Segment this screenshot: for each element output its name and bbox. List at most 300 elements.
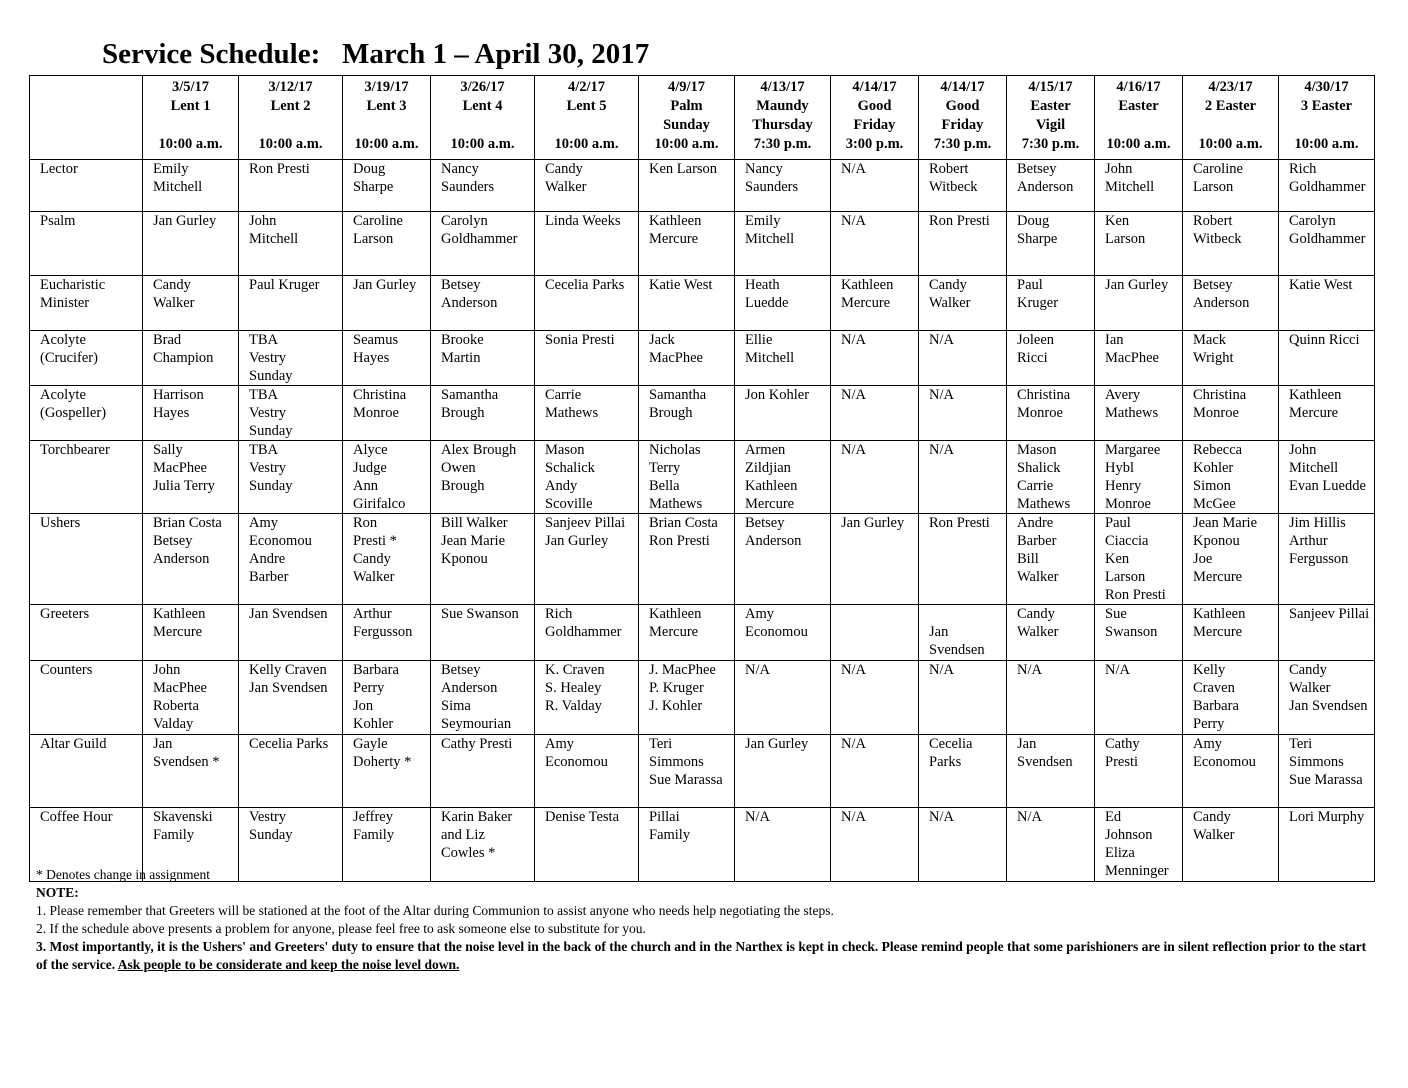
cell-line: Monroe	[1105, 496, 1151, 512]
cell-line: Margaree	[1105, 442, 1161, 458]
cell-line: Mathews	[1105, 405, 1159, 421]
cell-line: J. Kohler	[649, 698, 703, 714]
column-date: 4/16/17	[1116, 79, 1161, 95]
schedule-cell	[239, 212, 343, 276]
table-row	[30, 605, 1375, 661]
schedule-cell	[239, 605, 343, 661]
cell-line: Family	[353, 827, 395, 843]
note-3	[36, 938, 1376, 974]
cell-line: Nicholas	[649, 442, 701, 458]
schedule-cell	[1279, 276, 1375, 331]
cell-line: Seamus	[353, 332, 399, 348]
cell-line: Economou	[249, 533, 312, 549]
cell-line: Skavenski	[153, 809, 213, 825]
cell-line: Sue Swanson	[441, 606, 519, 622]
cell-line: N/A	[929, 332, 954, 348]
cell-line: Ann	[353, 478, 378, 494]
cell-line: Perry	[1193, 716, 1225, 732]
schedule-cell	[535, 441, 639, 514]
cell-line: Candy	[1193, 809, 1231, 825]
cell-line: Jan Gurley	[745, 736, 809, 752]
cell-line: Paul Kruger	[249, 277, 320, 293]
cell-line: Sue	[1105, 606, 1127, 622]
cell-line: Jim Hillis	[1289, 515, 1346, 531]
cell-line: Carrie	[545, 387, 582, 403]
cell-line: Terry	[649, 460, 681, 476]
schedule-cell	[431, 605, 535, 661]
table-row	[30, 331, 1375, 386]
cell-line: Samantha	[649, 387, 707, 403]
cell-line: Vestry	[249, 350, 287, 366]
table-row	[30, 276, 1375, 331]
schedule-cell	[143, 661, 239, 735]
column-date: 4/30/17	[1304, 79, 1349, 95]
cell-line: Kponou	[1193, 533, 1240, 549]
cell-line: Carrie	[1017, 478, 1054, 494]
cell-line: Sharpe	[353, 179, 394, 195]
cell-line: Jon Kohler	[745, 387, 810, 403]
cell-line: Vestry	[249, 460, 287, 476]
schedule-cell	[639, 661, 735, 735]
schedule-cell	[1279, 661, 1375, 735]
cell-line: N/A	[1105, 662, 1130, 678]
column-service: 2 Easter	[1204, 98, 1257, 114]
cell-line: Brian Costa	[153, 515, 222, 531]
row-label	[30, 514, 143, 605]
cell-line: Mercure	[1193, 569, 1243, 585]
row-label-line: Eucharistic	[40, 277, 106, 293]
cell-line: J. MacPhee	[649, 662, 716, 678]
row-label-line: Psalm	[40, 213, 76, 229]
column-service-line2: Vigil	[1035, 117, 1066, 133]
schedule-cell	[1183, 514, 1279, 605]
cell-line: Simmons	[649, 754, 704, 770]
schedule-cell	[639, 212, 735, 276]
cell-line: Svendsen *	[153, 754, 220, 770]
schedule-cell	[1183, 735, 1279, 808]
schedule-cell	[1183, 331, 1279, 386]
schedule-cell	[735, 276, 831, 331]
schedule-cell	[343, 441, 431, 514]
cell-line: K. Craven	[545, 662, 605, 678]
cell-line: Jan	[929, 624, 949, 640]
column-time: 3:00 p.m.	[845, 136, 904, 152]
column-date: 3/26/17	[460, 79, 505, 95]
cell-line: Julia Terry	[153, 478, 215, 494]
cell-line: Ciaccia	[1105, 533, 1149, 549]
cell-line: Barber	[1017, 533, 1057, 549]
cell-line: Parks	[929, 754, 962, 770]
cell-line: Mercure	[1193, 624, 1243, 640]
note-2: 2. If the schedule above presents a problem for anyone, please feel free to ask someone else to substitute for you.	[36, 921, 646, 936]
cell-line: Mason	[545, 442, 585, 458]
column-service: Lent 4	[462, 98, 503, 114]
schedule-cell	[1183, 212, 1279, 276]
cell-line: P. Kruger	[649, 680, 704, 696]
notes-section	[36, 866, 1376, 974]
schedule-cell	[143, 276, 239, 331]
cell-line: Vestry	[249, 405, 287, 421]
schedule-cell	[831, 331, 919, 386]
schedule-cell	[143, 514, 239, 605]
cell-line: Mercure	[649, 231, 699, 247]
cell-line: Ken	[1105, 551, 1130, 567]
row-label-line: Torchbearer	[40, 442, 110, 458]
column-header	[1095, 76, 1183, 160]
column-service-line2	[433, 116, 532, 135]
row-label	[30, 331, 143, 386]
cell-line: Jean Marie	[1193, 515, 1258, 531]
cell-line: MacPhee	[153, 460, 207, 476]
schedule-cell	[1095, 160, 1183, 212]
cell-line: Larson	[353, 231, 394, 247]
cell-line: Sima	[441, 698, 471, 714]
schedule-cell	[1183, 160, 1279, 212]
row-label	[30, 735, 143, 808]
cell-line: Mack	[1193, 332, 1227, 348]
cell-line: Schalick	[545, 460, 595, 476]
schedule-cell	[1007, 514, 1095, 605]
note-3-text: 3. Most importantly, it is the Ushers' and Greeters' duty to ensure that the noise level in the back of the church and in the Narthex is kept in check. Please remind people that some parishioners are in silent reflection prior to the start of the service.	[36, 939, 1367, 972]
table-row	[30, 514, 1375, 605]
cell-line: Emily	[153, 161, 189, 177]
cell-line: N/A	[841, 387, 866, 403]
cell-line: Emily	[745, 213, 781, 229]
cell-line: Jan Gurley	[545, 533, 609, 549]
cell-line: Anderson	[441, 295, 498, 311]
schedule-cell	[239, 276, 343, 331]
cell-line: Betsey	[1193, 277, 1233, 293]
cell-line: Carolyn	[441, 213, 488, 229]
table-row	[30, 212, 1375, 276]
cell-line: Mathews	[1017, 496, 1071, 512]
row-label	[30, 441, 143, 514]
cell-line: Betsey	[441, 662, 481, 678]
schedule-cell	[1095, 276, 1183, 331]
cell-line: Jean Marie	[441, 533, 506, 549]
row-label-line: Minister	[40, 295, 90, 311]
schedule-cell	[919, 605, 1007, 661]
cell-line: Nancy	[441, 161, 479, 177]
schedule-cell	[831, 160, 919, 212]
row-label	[30, 212, 143, 276]
cell-line: Cowles *	[441, 845, 496, 861]
row-label	[30, 276, 143, 331]
schedule-cell	[831, 276, 919, 331]
schedule-cell	[143, 735, 239, 808]
schedule-cell	[431, 276, 535, 331]
schedule-cell	[343, 605, 431, 661]
cell-line: Alyce	[353, 442, 388, 458]
cell-line: Kathleen	[841, 277, 894, 293]
column-date: 4/13/17	[760, 79, 805, 95]
cell-line: Hybl	[1105, 460, 1134, 476]
schedule-cell	[1095, 386, 1183, 441]
cell-line: Kponou	[441, 551, 488, 567]
column-header	[919, 76, 1007, 160]
cell-line: Alex Brough	[441, 442, 517, 458]
schedule-cell	[1095, 441, 1183, 514]
column-service: 3 Easter	[1300, 98, 1353, 114]
schedule-cell	[343, 276, 431, 331]
cell-line: N/A	[841, 736, 866, 752]
cell-line: Hayes	[353, 350, 390, 366]
cell-line: Amy	[745, 606, 774, 622]
schedule-cell	[431, 331, 535, 386]
cell-line: Quinn Ricci	[1289, 332, 1360, 348]
schedule-cell	[143, 331, 239, 386]
cell-line: Amy	[1193, 736, 1222, 752]
row-label-line: Coffee Hour	[40, 809, 113, 825]
cell-line: Walker	[353, 569, 395, 585]
cell-line: Craven	[1193, 680, 1235, 696]
header-row	[30, 76, 1375, 160]
schedule-cell	[735, 160, 831, 212]
cell-line: Doherty *	[353, 754, 412, 770]
column-service-line2: Sunday	[663, 117, 710, 133]
cell-line: Jan Gurley	[153, 213, 217, 229]
cell-line: Champion	[153, 350, 214, 366]
cell-line: Monroe	[353, 405, 399, 421]
schedule-cell	[431, 160, 535, 212]
cell-line: TBA	[249, 387, 278, 403]
cell-line: Teri	[649, 736, 673, 752]
cell-line: Ricci	[1017, 350, 1048, 366]
schedule-cell	[1183, 386, 1279, 441]
cell-line: N/A	[929, 442, 954, 458]
cell-line: Sue Marassa	[649, 772, 723, 788]
schedule-cell	[735, 605, 831, 661]
column-time: 10:00 a.m.	[354, 136, 419, 152]
cell-line: Hayes	[153, 405, 190, 421]
schedule-cell	[535, 735, 639, 808]
cell-line: N/A	[929, 809, 954, 825]
schedule-cell	[1007, 160, 1095, 212]
cell-line: Joleen	[1017, 332, 1055, 348]
cell-line: Sally	[153, 442, 183, 458]
row-label-line: Ushers	[40, 515, 81, 531]
schedule-cell	[535, 514, 639, 605]
cell-line: Bill Walker	[441, 515, 508, 531]
cell-line: Walker	[929, 295, 971, 311]
schedule-cell	[143, 212, 239, 276]
cell-line: Rich	[545, 606, 573, 622]
column-header	[639, 76, 735, 160]
cell-line: Jan Svendsen	[1289, 698, 1368, 714]
cell-line: Rebecca	[1193, 442, 1243, 458]
schedule-cell	[1095, 212, 1183, 276]
cell-line: Girifalco	[353, 496, 406, 512]
column-service: Good	[945, 98, 980, 114]
column-service-line2	[345, 116, 428, 135]
cell-line: Mitchell	[249, 231, 299, 247]
schedule-cell	[535, 661, 639, 735]
cell-line: Caroline	[353, 213, 403, 229]
cell-line: Fergusson	[353, 624, 413, 640]
cell-line: Svendsen	[929, 642, 985, 658]
cell-line: Goldhammer	[1289, 231, 1366, 247]
cell-line: Roberta	[153, 698, 199, 714]
cell-line: Ian	[1105, 332, 1124, 348]
cell-line: MacPhee	[1105, 350, 1159, 366]
cell-line: Ken Larson	[649, 161, 718, 177]
table-row	[30, 735, 1375, 808]
cell-line: Shalick	[1017, 460, 1061, 476]
column-header	[431, 76, 535, 160]
cell-line: John	[1105, 161, 1133, 177]
column-date: 3/5/17	[171, 79, 210, 95]
cell-line: Karin Baker	[441, 809, 513, 825]
column-service: Maundy	[756, 98, 809, 114]
schedule-cell	[143, 386, 239, 441]
cell-line: Sue Marassa	[1289, 772, 1363, 788]
column-date: 4/23/17	[1208, 79, 1253, 95]
cell-line: Walker	[1017, 624, 1059, 640]
cell-line: Martin	[441, 350, 481, 366]
page-title: Service Schedule: March 1 – April 30, 2017	[102, 38, 650, 70]
cell-line: Ron Presti	[929, 515, 990, 531]
cell-line: Jan Svendsen	[249, 606, 328, 622]
cell-line: Mason	[1017, 442, 1057, 458]
schedule-cell	[1279, 441, 1375, 514]
schedule-cell	[831, 514, 919, 605]
schedule-cell	[735, 331, 831, 386]
cell-line: Bella	[649, 478, 680, 494]
cell-line: Fergusson	[1289, 551, 1349, 567]
cell-line: Ron Presti	[929, 213, 990, 229]
cell-line: Jan	[153, 736, 173, 752]
row-label-line: Greeters	[40, 606, 90, 622]
schedule-cell	[535, 386, 639, 441]
cell-line: Andre	[1017, 515, 1054, 531]
schedule-cell	[1279, 331, 1375, 386]
cell-line: N/A	[841, 332, 866, 348]
schedule-cell	[239, 441, 343, 514]
cell-line: Ellie	[745, 332, 773, 348]
cell-line: Kohler	[353, 716, 394, 732]
schedule-cell	[535, 605, 639, 661]
cell-line: Amy	[545, 736, 574, 752]
table-row	[30, 160, 1375, 212]
cell-line: Anderson	[1193, 295, 1250, 311]
cell-line: Sunday	[249, 423, 293, 439]
schedule-cell	[831, 441, 919, 514]
cell-line: Brad	[153, 332, 182, 348]
cell-line: N/A	[841, 809, 866, 825]
column-header	[1183, 76, 1279, 160]
schedule-cell	[239, 331, 343, 386]
schedule-cell	[343, 514, 431, 605]
cell-line: Kruger	[1017, 295, 1059, 311]
row-label-line: Counters	[40, 662, 93, 678]
cell-line: Monroe	[1017, 405, 1063, 421]
column-date: 4/2/17	[567, 79, 606, 95]
schedule-cell	[1007, 276, 1095, 331]
cell-line: Ron Presti	[249, 161, 310, 177]
schedule-cell	[919, 386, 1007, 441]
column-date: 3/19/17	[364, 79, 409, 95]
schedule-cell	[919, 661, 1007, 735]
cell-line: John	[153, 662, 181, 678]
cell-line: Gayle	[353, 736, 388, 752]
schedule-cell	[343, 735, 431, 808]
column-service-line2	[1097, 116, 1180, 135]
schedule-cell	[831, 735, 919, 808]
schedule-cell	[919, 441, 1007, 514]
cell-line: Andre	[249, 551, 286, 567]
schedule-cell	[431, 386, 535, 441]
cell-line: N/A	[1017, 809, 1042, 825]
column-time: 10:00 a.m.	[158, 136, 223, 152]
cell-line: Doug	[1017, 213, 1050, 229]
cell-line: Candy	[1017, 606, 1055, 622]
cell-line: Mathews	[545, 405, 599, 421]
cell-line: Heath	[745, 277, 780, 293]
cell-line: Jan	[1017, 736, 1037, 752]
cell-line: Betsey	[153, 533, 193, 549]
row-label-line: Acolyte	[40, 332, 86, 348]
column-service: Easter	[1030, 98, 1071, 114]
column-service: Lent 2	[270, 98, 311, 114]
cell-line: Sunday	[249, 478, 293, 494]
schedule-cell	[1007, 735, 1095, 808]
cell-line: Zildjian	[745, 460, 791, 476]
schedule-cell	[343, 661, 431, 735]
schedule-cell	[239, 160, 343, 212]
column-service: Lent 5	[566, 98, 607, 114]
cell-line: Brough	[441, 405, 485, 421]
schedule-cell	[735, 441, 831, 514]
cell-line: and Liz	[441, 827, 485, 843]
cell-line: Saunders	[441, 179, 495, 195]
schedule-cell	[639, 331, 735, 386]
column-time: 10:00 a.m.	[1198, 136, 1263, 152]
row-label-line: Altar Guild	[40, 736, 107, 752]
cell-line: Candy	[929, 277, 967, 293]
note-3-underlined: Ask people to be considerate and keep the noise level down.	[117, 957, 460, 972]
cell-line: Svendsen	[1017, 754, 1073, 770]
schedule-cell	[343, 331, 431, 386]
cell-line: Linda Weeks	[545, 213, 621, 229]
schedule-cell	[1183, 605, 1279, 661]
cell-line: Brian Costa	[649, 515, 718, 531]
cell-line: Vestry	[249, 809, 287, 825]
schedule-cell	[1183, 276, 1279, 331]
schedule-cell	[919, 212, 1007, 276]
cell-line: N/A	[841, 662, 866, 678]
cell-line: Ken	[1105, 213, 1130, 229]
column-service-line2	[1281, 116, 1372, 135]
column-service: Easter	[1118, 98, 1159, 114]
cell-line: Walker	[1289, 680, 1331, 696]
cell-line: N/A	[929, 662, 954, 678]
cell-line: Cecelia Parks	[545, 277, 625, 293]
cell-line: Sunday	[249, 827, 293, 843]
cell-line: Jan Gurley	[841, 515, 905, 531]
cell-line: Judge	[353, 460, 387, 476]
cell-line: Presti	[1105, 754, 1139, 770]
cell-line: Johnson	[1105, 827, 1153, 843]
cell-line: Witbeck	[1193, 231, 1242, 247]
schedule-cell	[1279, 386, 1375, 441]
schedule-cell	[831, 661, 919, 735]
cell-line: TBA	[249, 332, 278, 348]
cell-line: Henry	[1105, 478, 1142, 494]
schedule-cell	[143, 441, 239, 514]
schedule-cell	[431, 441, 535, 514]
schedule-cell	[1095, 514, 1183, 605]
cell-line: Mitchell	[1289, 460, 1339, 476]
